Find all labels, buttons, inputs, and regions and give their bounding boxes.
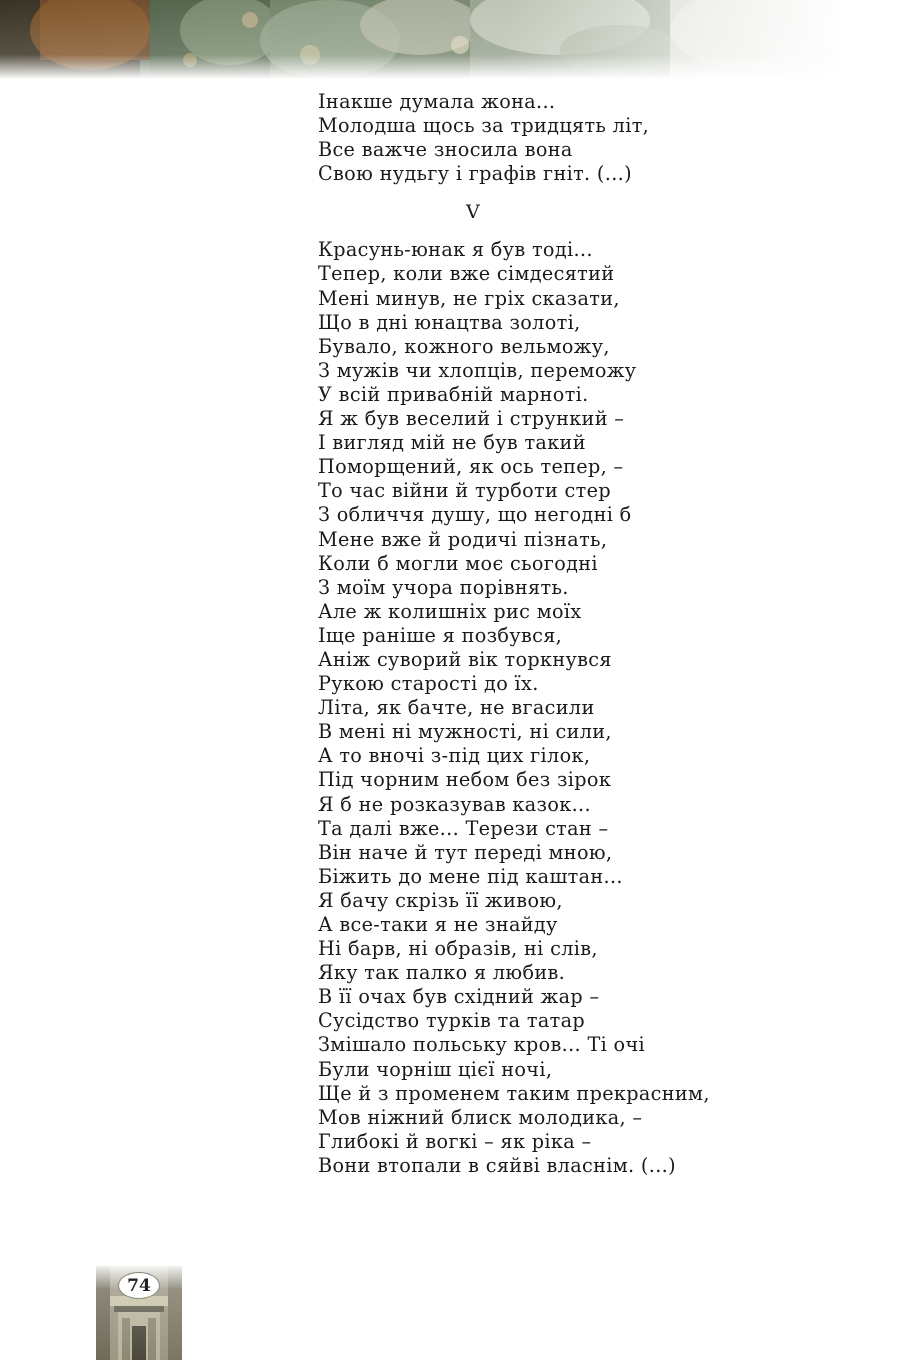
- poem-line: Свою нудьгу і графів гніт. (...): [318, 162, 632, 186]
- poem-line: Я бачу скрізь її живою,: [318, 888, 563, 912]
- poem-line: Він наче й тут переді мною,: [318, 840, 613, 864]
- poem-line: Я ж був веселий і стрункий –: [318, 407, 625, 431]
- poem-line: Але ж колишніх рис моїх: [318, 599, 582, 623]
- poem-line: Інакше думала жона...: [318, 90, 556, 113]
- poem-line: Вони втопали в сяйві власнім. (...): [318, 1153, 676, 1177]
- poem-line: То час війни й турботи стер: [318, 479, 611, 503]
- poem-line: Поморщений, як ось тепер, –: [318, 455, 624, 479]
- poem-line: В мені ні мужності, ні сили,: [318, 720, 612, 744]
- poem-line: Що в дні юнацтва золоті,: [318, 310, 581, 334]
- poem-line: Мені минув, не гріх сказати,: [318, 286, 620, 310]
- poem-line: Аніж суворий вік торкнувся: [318, 647, 612, 671]
- poem-line: Під чорним небом без зірок: [318, 768, 612, 792]
- poem-body: [318, 90, 738, 1178]
- poem-line: Іще раніше я позбувся,: [318, 623, 563, 647]
- poem-line: Рукою старості до їх.: [318, 672, 539, 696]
- poem-line: Все важче зносила вона: [318, 138, 573, 162]
- poem-line: Та далі вже... Терези стан –: [318, 816, 609, 840]
- poem-line: Яку так палко я любив.: [318, 961, 566, 985]
- poem-line: Мов ніжний блиск молодика, –: [318, 1105, 643, 1129]
- page-number: 74: [118, 1272, 160, 1299]
- stanza-main: [318, 238, 738, 1178]
- poem-line: Глибокі й вогкі – як ріка –: [318, 1129, 592, 1153]
- poem-line: Мене вже й родичі пізнать,: [318, 527, 608, 551]
- poem-line: І вигляд мій не був такий: [318, 431, 586, 455]
- poem-line: Молодша щось за тридцять літ,: [318, 114, 650, 138]
- top-decorative-painting: [0, 0, 918, 78]
- poem-line: Я б не розказував казок...: [318, 792, 591, 816]
- poem-line: Змішало польську кров... Ті очі: [318, 1033, 645, 1057]
- poem-line: Бувало, кожного вельможу,: [318, 334, 610, 358]
- poem-line: З мужів чи хлопців, переможу: [318, 358, 637, 382]
- poem-line: Біжить до мене під каштан...: [318, 864, 623, 888]
- poem-line: Ні барв, ні образів, ні слів,: [318, 937, 598, 961]
- poem-line: Сусідство турків та татар: [318, 1009, 585, 1033]
- poem-line: Були чорніш цієї ночі,: [318, 1057, 553, 1081]
- poem-line: Тепер, коли вже сімдесятий: [318, 262, 615, 286]
- section-numeral: V: [465, 201, 481, 224]
- poem-line: У всій привабній марноті.: [318, 382, 589, 406]
- poem-line: А все-таки я не знайду: [318, 913, 558, 936]
- poem-line: Красунь-юнак я був тоді...: [318, 238, 593, 262]
- stanza-intro: [318, 90, 738, 186]
- poem-line: Ще й з променем таким прекрасним,: [318, 1081, 710, 1105]
- poem-line: А то вночі з-під цих гілок,: [318, 744, 591, 768]
- poem-line: В її очах був східний жар –: [318, 985, 600, 1009]
- poem-line: Коли б могли моє сьогодні: [318, 551, 598, 575]
- poem-line: З моїм учора порівнять.: [318, 575, 569, 599]
- poem-line: Літа, як бачте, не вгасили: [318, 696, 595, 720]
- poem-line: З обличчя душу, що негодні б: [318, 503, 632, 527]
